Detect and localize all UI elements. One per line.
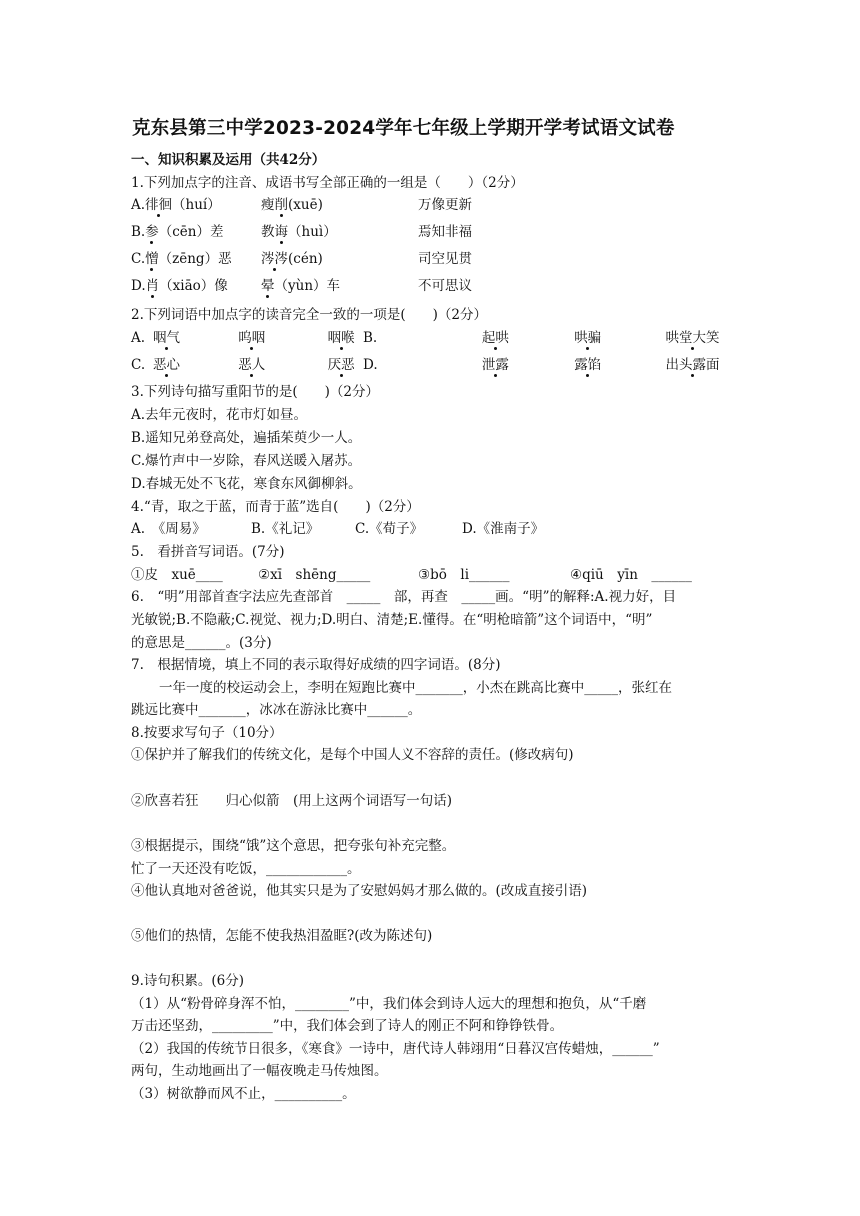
dotted-char: 参 [145,224,159,240]
dotted-char: 诲 [274,224,288,240]
dotted-word: 露馅 [574,357,602,373]
q8-sentence-3: ③根据提示，围绕“饿”这个意思，把夸张句补充完整。 [131,838,456,854]
q8-sentence-3-blank: 忙了一天还没有吃饭，____________。 [131,861,361,877]
q5-stem: 5. 看拼音写词语。(7分) [131,544,285,560]
q3-option-b: B.遥知兄弟登高处，遍插茱萸少一人。 [131,430,362,446]
q4-stem: 4.“青，取之于蓝，而青于蓝”选自( )（2分） [131,499,420,515]
dotted-word: 恶心 [153,357,180,373]
q2-options-ab: A. 咽气 呜咽 咽喉 B. 起哄 哄骗 哄堂大笑 [131,330,720,346]
dotted-char: 憎 [145,251,159,267]
exam-title: 克东县第三中学2023-2024学年七年级上学期开学考试语文试卷 [132,118,675,139]
dotted-word: 哄骗 [574,330,602,346]
q7-passage-line-2: 跳远比赛中_______，冰冰在游泳比赛中______。 [131,702,422,718]
q9-stem: 9.诗句积累。(6分) [131,973,245,989]
dotted-word: 厌恶 [327,357,355,373]
q3-stem: 3.下列诗句描写重阳节的是( )（2分） [131,384,380,400]
q7-passage-line-1: 一年一度的校运动会上，李明在短跑比赛中_______，小杰在跳高比赛中_____，张红在 [159,680,672,696]
q7-stem: 7. 根据情境，填上不同的表示取得好成绩的四字词语。(8分) [131,657,501,673]
dotted-word: 哄堂大笑 [665,330,720,346]
dotted-word: 咽气 [153,330,180,346]
dotted-word: 泄露 [481,357,509,373]
q9-line-4: 两句，生动地画出了一幅夜晚走马传烛图。 [131,1063,388,1079]
dotted-char: 涔涔 [261,251,288,267]
dotted-word: 出头露面 [665,357,720,373]
dotted-word: 恶人 [238,357,266,373]
dotted-word: 起哄 [481,330,509,346]
q6-line-2: 光敏锐;B.不隐蔽;C.视觉、视力;D.明白、清楚;E.懂得。在“明枪暗箭”这个词语中，“明” [131,612,653,628]
dotted-char: 肖 [145,278,160,294]
dotted-char: 削 [274,197,288,213]
q4-options: A. 《周易》 B.《礼记》 C.《荀子》 D.《淮南子》 [131,521,545,537]
q1-option-d: D.肖（xiāo）像 晕（yùn）车 不可思议 [131,278,472,294]
q3-option-a: A.去年元夜时，花市灯如昼。 [131,407,308,423]
dotted-word: 咽喉 [327,330,355,346]
q8-stem: 8.按要求写句子（10分） [131,725,283,741]
q9-line-1: （1）从“粉骨碎身浑不怕，________”中，我们体会到诗人远大的理想和抱负，从“千磨 [131,996,647,1012]
dotted-char: 徘徊 [145,197,173,213]
dotted-char: 晕 [261,278,275,294]
q9-line-2: 万击还坚劲，_________”中，我们体会到了诗人的刚正不阿和铮铮铁骨。 [131,1018,564,1034]
q1-stem: 1.下列加点字的注音、成语书写全部正确的一组是（ ）（2分） [131,175,524,191]
q2-options-cd: C. 恶心 恶人 厌恶 D. 泄露 露馅 出头露面 [131,357,720,373]
q9-line-3: （2）我国的传统节日很多，《寒食》一诗中，唐代诗人韩翊用“日暮汉宫传蜡烛，______” [131,1041,660,1057]
q8-sentence-2: ②欣喜若狂 归心似箭 (用上这两个词语写一句话) [131,793,453,809]
q8-sentence-4: ④他认真地对爸爸说，他其实只是为了安慰妈妈才那么做的。(改成直接引语) [131,883,588,899]
q8-sentence-5: ⑤他们的热情，怎能不使我热泪盈眶?(改为陈述句) [131,928,433,944]
q5-items: ①皮 xuē____ ②xī shēng_____ ③bō li______ ④qiū yīn ______ [131,567,692,583]
dotted-word: 呜咽 [238,330,266,346]
section-heading: 一、知识积累及运用（共42分） [131,152,326,168]
q1-option-a: A.徘徊（huí） 瘦削(xuē) 万像更新 [131,197,472,213]
q6-line-3: 的意思是______。(3分) [131,635,272,651]
q1-option-c: C.憎（zēng）恶 涔涔(cén) 司空见贯 [131,251,472,267]
q3-option-d: D.春城无处不飞花，寒食东风御柳斜。 [131,476,362,492]
q3-option-c: C.爆竹声中一岁除，春风送暖入屠苏。 [131,453,362,469]
q8-sentence-1: ①保护并了解我们的传统文化，是每个中国人义不容辞的责任。(修改病句) [131,747,574,763]
q6-line-1: 6. “明”用部首查字法应先查部首 _____ 部，再查 _____画。“明”的解释:A.视力好，目 [131,589,677,605]
q2-stem: 2.下列词语中加点字的读音完全一致的一项是( )（2分） [131,307,488,323]
q9-line-5: （3）树欲静而风不止，__________。 [131,1086,356,1102]
q1-option-b: B.参（cēn）差 教诲（huì） 焉知非福 [131,224,472,240]
